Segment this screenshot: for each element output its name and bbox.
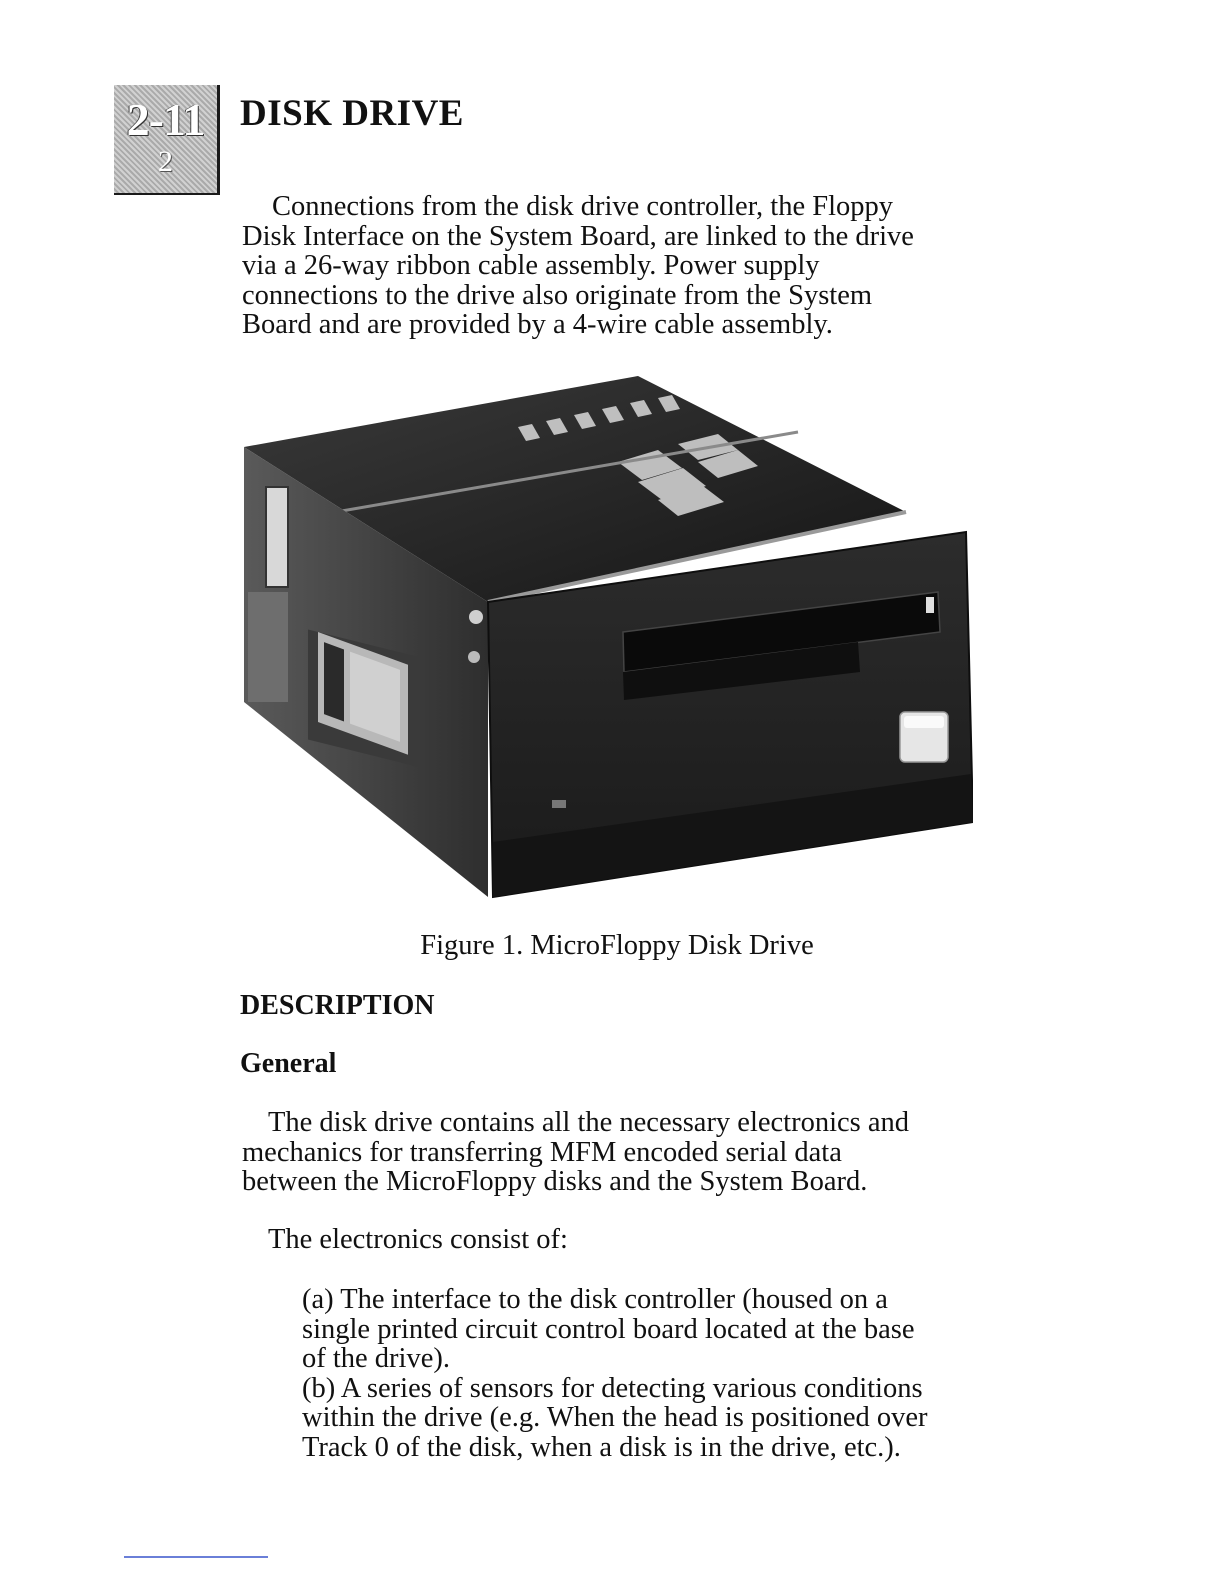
paragraph-line: Disk Interface on the System Board, are linked to the drive [242, 220, 914, 252]
activity-led [552, 800, 566, 808]
figure-caption: Figure 1. MicroFloppy Disk Drive [420, 930, 814, 961]
list-item-line: Track 0 of the disk, when a disk is in the drive, etc.). [302, 1431, 901, 1463]
list-item-line: single printed circuit control board located at the base [302, 1313, 915, 1345]
paragraph-line: mechanics for transferring MFM encoded serial data [242, 1136, 842, 1168]
paragraph-line: The disk drive contains all the necessary electronics and [268, 1107, 910, 1138]
paragraph-line: The electronics consist of: [268, 1224, 568, 1255]
side-latch [266, 487, 288, 587]
paragraph-line: Board and are provided by a 4-wire cable assembly. [242, 309, 833, 340]
chapter-number: 2 [158, 145, 173, 178]
list-item-line: (a) The interface to the disk controller (housed on a [302, 1284, 888, 1315]
footer-rule [124, 1556, 268, 1558]
paragraph-line: connections to the drive also originate from the System [242, 279, 873, 311]
list-item-line: (b) A series of sensors for detecting various conditions [302, 1372, 923, 1404]
general-heading: General [240, 1048, 337, 1079]
list-item-line: within the drive (e.g. When the head is positioned over [302, 1402, 928, 1433]
paragraph-line: between the MicroFloppy disks and the System Board. [242, 1166, 868, 1197]
list-item [302, 1285, 928, 1374]
paragraph-line: Connections from the disk drive controller, the Floppy [272, 191, 894, 222]
page-title: DISK DRIVE [240, 93, 464, 134]
section-number: 2-11 [126, 94, 205, 145]
list-item [302, 1374, 928, 1463]
list-item-line: of the drive). [302, 1343, 450, 1374]
section-tab [114, 85, 220, 195]
intro-paragraph [242, 192, 914, 340]
electronics-intro [268, 1225, 568, 1255]
description-heading: DESCRIPTION [240, 990, 435, 1021]
electronics-list [302, 1285, 928, 1462]
general-paragraph [242, 1108, 909, 1197]
paragraph-line: via a 26-way ribbon cable assembly. Power supply [242, 250, 820, 281]
disk-drive-photo [238, 372, 973, 902]
